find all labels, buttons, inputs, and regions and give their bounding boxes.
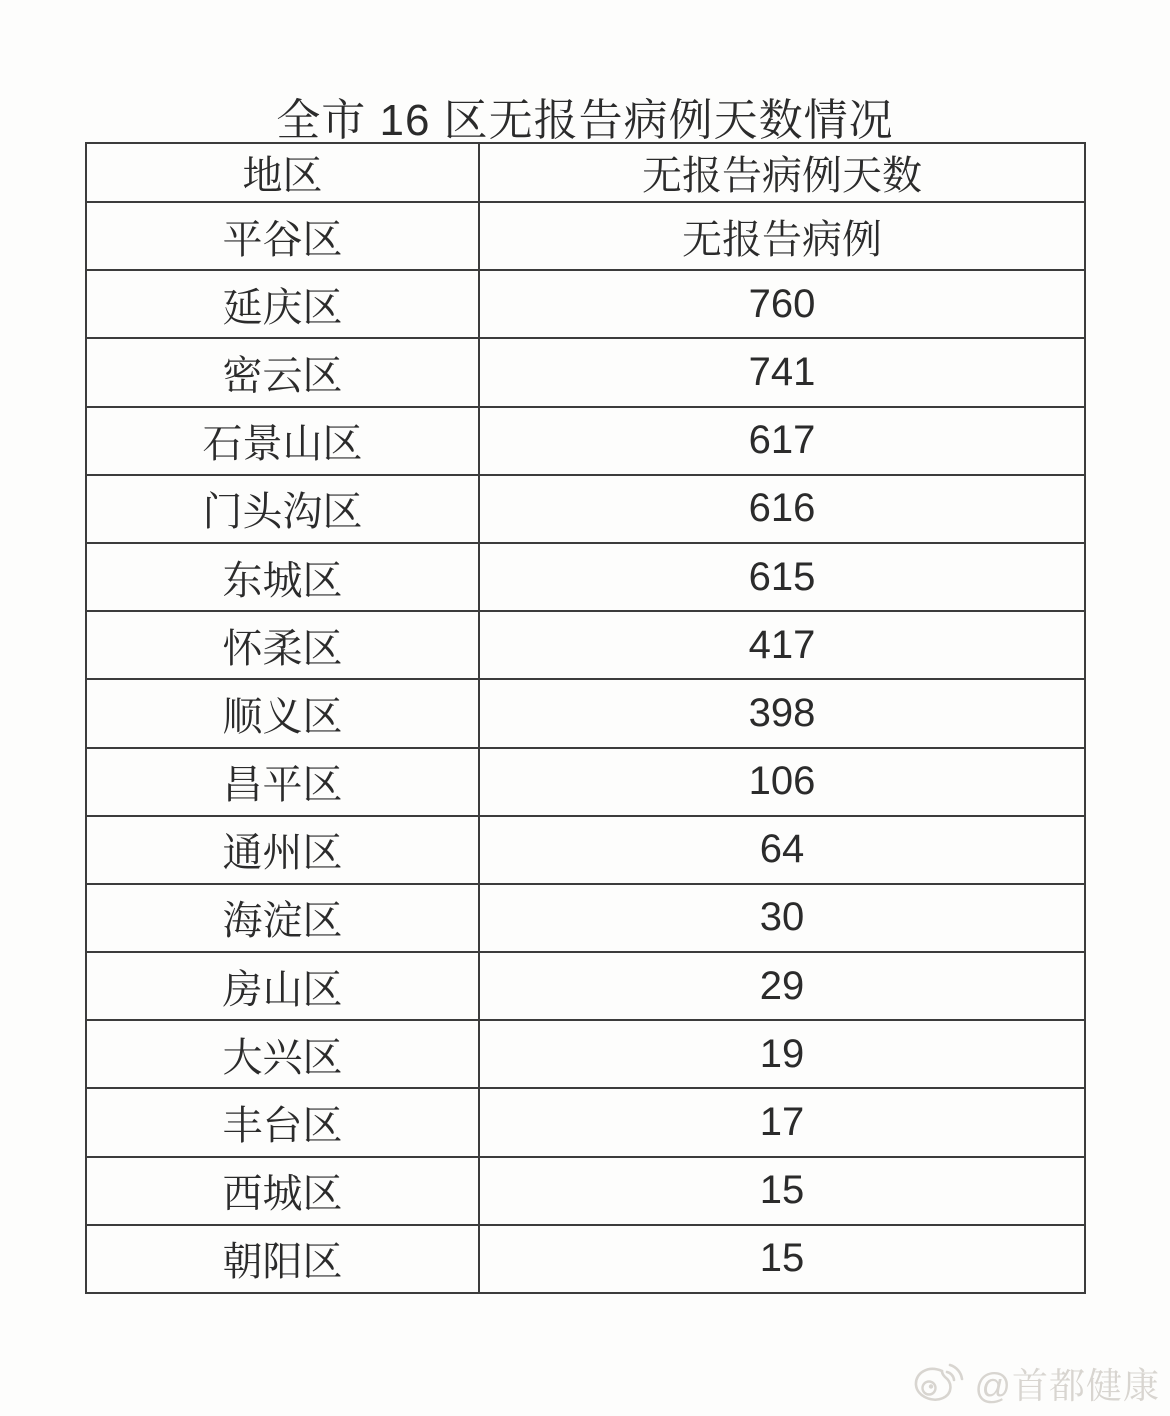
table-row <box>86 1088 1085 1156</box>
header-row <box>86 143 1085 202</box>
watermark <box>910 1356 1160 1410</box>
column-header-district: 地区 <box>86 143 479 202</box>
days-cell: 15 <box>479 1225 1085 1293</box>
table-row <box>86 816 1085 884</box>
district-cell: 东城区 <box>86 543 479 611</box>
district-cell: 怀柔区 <box>86 611 479 679</box>
column-header-days: 无报告病例天数 <box>479 143 1085 202</box>
days-cell: 615 <box>479 543 1085 611</box>
days-cell: 无报告病例 <box>479 202 1085 270</box>
days-cell: 64 <box>479 816 1085 884</box>
district-days-table <box>85 142 1086 1294</box>
table-row <box>86 1225 1085 1293</box>
table-row <box>86 679 1085 747</box>
watermark-handle: @首都健康 <box>974 1364 1160 1406</box>
district-cell: 顺义区 <box>86 679 479 747</box>
table-title: 全市 16 区无报告病例天数情况 <box>276 96 894 145</box>
days-cell: 17 <box>479 1088 1085 1156</box>
days-cell: 30 <box>479 884 1085 952</box>
days-cell: 417 <box>479 611 1085 679</box>
table-row <box>86 407 1085 475</box>
table-row <box>86 748 1085 816</box>
table-row <box>86 338 1085 406</box>
district-cell: 大兴区 <box>86 1020 479 1088</box>
district-cell: 门头沟区 <box>86 475 479 543</box>
table-row <box>86 270 1085 338</box>
district-cell: 平谷区 <box>86 202 479 270</box>
table-row <box>86 475 1085 543</box>
days-cell: 29 <box>479 952 1085 1020</box>
district-cell: 海淀区 <box>86 884 479 952</box>
district-cell: 石景山区 <box>86 407 479 475</box>
days-cell: 616 <box>479 475 1085 543</box>
district-cell: 昌平区 <box>86 748 479 816</box>
district-cell: 丰台区 <box>86 1088 479 1156</box>
district-cell: 延庆区 <box>86 270 479 338</box>
days-cell: 15 <box>479 1157 1085 1225</box>
table-row <box>86 202 1085 270</box>
days-cell: 760 <box>479 270 1085 338</box>
district-cell: 通州区 <box>86 816 479 884</box>
table-row <box>86 884 1085 952</box>
table-row <box>86 1020 1085 1088</box>
days-cell: 741 <box>479 338 1085 406</box>
table-row <box>86 543 1085 611</box>
days-cell: 398 <box>479 679 1085 747</box>
days-cell: 106 <box>479 748 1085 816</box>
table-row <box>86 1157 1085 1225</box>
days-cell: 19 <box>479 1020 1085 1088</box>
district-cell: 朝阳区 <box>86 1225 479 1293</box>
table-row <box>86 611 1085 679</box>
days-cell: 617 <box>479 407 1085 475</box>
district-cell: 西城区 <box>86 1157 479 1225</box>
district-cell: 密云区 <box>86 338 479 406</box>
table-row <box>86 952 1085 1020</box>
weibo-icon <box>910 1359 966 1407</box>
district-cell: 房山区 <box>86 952 479 1020</box>
